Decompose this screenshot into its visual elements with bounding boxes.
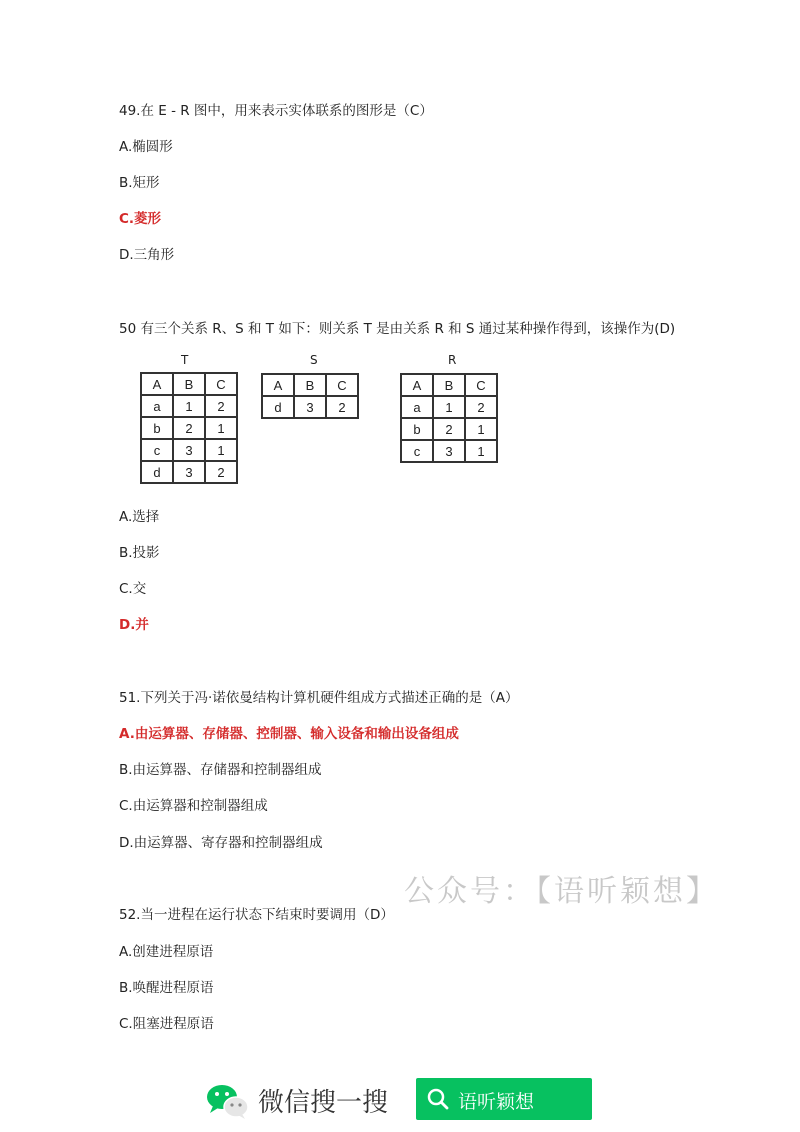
table-cell: 2 [465,396,497,418]
table-cell: 1 [205,439,237,461]
relation-table-t [140,372,238,484]
wechat-logo-icon [205,1082,251,1120]
question-51-stem: 51.下列关于冯·诺依曼结构计算机硬件组成方式描述正确的是（A） [119,690,519,706]
table-header-cell: B [433,374,465,396]
q52-option-a: A.创建进程原语 [119,944,214,960]
q50-option-b: B.投影 [119,545,160,561]
table-r-title: R [448,353,457,367]
table-cell: 3 [173,461,205,483]
table-cell: d [262,396,294,418]
q51-option-b: B.由运算器、存储器和控制器组成 [119,762,322,778]
table-cell: d [141,461,173,483]
table-cell: 1 [205,417,237,439]
table-cell: 1 [465,440,497,462]
table-header-cell: C [465,374,497,396]
table-header-row [262,374,358,396]
watermark-text: 公众号：【语听颖想】 [404,874,719,909]
question-52-stem: 52.当一进程在运行状态下结束时要调用（D） [119,907,394,923]
q50-option-a: A.选择 [119,509,160,525]
table-cell: a [141,395,173,417]
table-header-cell: A [141,373,173,395]
q51-option-d: D.由运算器、寄存器和控制器组成 [119,835,323,851]
q49-option-a: A.椭圆形 [119,139,173,155]
table-header-cell: C [205,373,237,395]
q50-option-d-correct: D.并 [119,617,149,633]
table-row [141,461,237,483]
wechat-search-button[interactable] [416,1078,592,1120]
table-header-cell: B [294,374,326,396]
table-row [141,417,237,439]
table-row [141,395,237,417]
q52-option-b: B.唤醒进程原语 [119,980,214,996]
table-header-cell: B [173,373,205,395]
table-cell: 2 [205,395,237,417]
table-cell: 3 [433,440,465,462]
table-row [401,440,497,462]
table-cell: b [401,418,433,440]
table-header-cell: C [326,374,358,396]
search-button-label: 语听颖想 [458,1091,535,1113]
q52-option-c: C.阻塞进程原语 [119,1016,214,1032]
question-50-stem: 50 有三个关系 R、S 和 T 如下：则关系 T 是由关系 R 和 S 通过某种操作得到，该操作为(D) [119,321,676,337]
table-header-cell: A [401,374,433,396]
q49-option-b: B.矩形 [119,175,160,191]
q50-option-c: C.交 [119,581,147,597]
relation-table-r [400,373,498,463]
table-cell: 2 [205,461,237,483]
q51-option-c: C.由运算器和控制器组成 [119,798,268,814]
table-s-title: S [310,353,318,367]
table-cell: a [401,396,433,418]
question-49-stem: 49.在 E - R 图中，用来表示实体联系的图形是（C） [119,103,433,119]
table-cell: c [401,440,433,462]
table-t-title: T [181,353,189,367]
table-header-cell: A [262,374,294,396]
table-cell: 2 [326,396,358,418]
table-header-row [401,374,497,396]
relation-table-s [261,373,359,419]
table-cell: 3 [294,396,326,418]
table-cell: 1 [465,418,497,440]
table-row [262,396,358,418]
table-row [401,396,497,418]
table-row [141,439,237,461]
table-cell: c [141,439,173,461]
table-cell: b [141,417,173,439]
table-cell: 3 [173,439,205,461]
search-icon [426,1087,450,1111]
table-cell: 1 [173,395,205,417]
wechat-search-text: 微信搜一搜 [258,1088,389,1118]
table-cell: 2 [173,417,205,439]
table-header-row [141,373,237,395]
q51-option-a-correct: A.由运算器、存储器、控制器、输入设备和输出设备组成 [119,726,459,742]
table-cell: 2 [433,418,465,440]
q49-option-c-correct: C.菱形 [119,211,162,227]
q49-option-d: D.三角形 [119,247,175,263]
table-row [401,418,497,440]
table-cell: 1 [433,396,465,418]
